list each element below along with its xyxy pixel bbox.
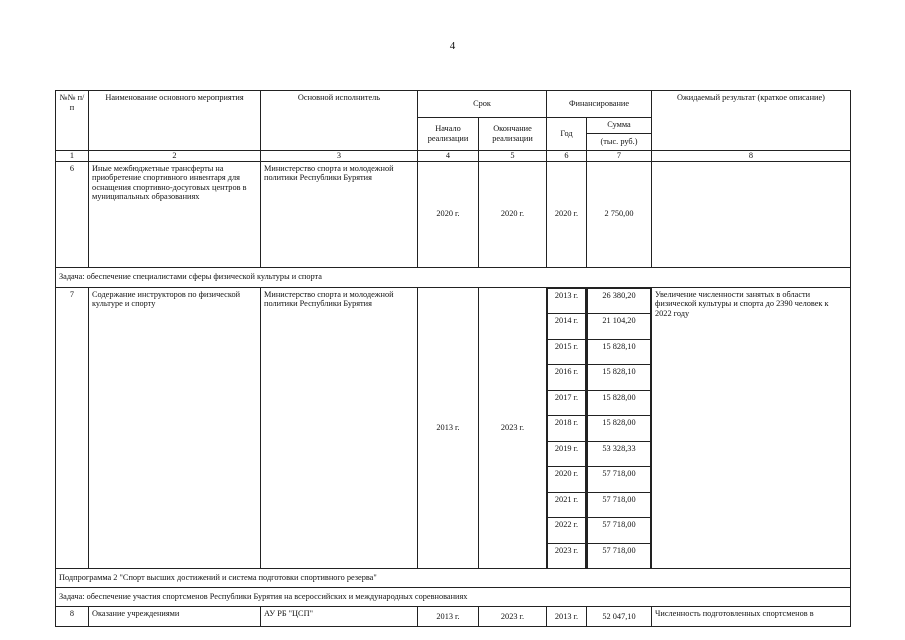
years-list <box>547 288 586 569</box>
col-number: 6 <box>547 150 587 161</box>
header-result: Ожидаемый результат (краткое описание) <box>652 91 851 151</box>
finance-sum: 57 718,00 <box>588 467 651 493</box>
col-number: 8 <box>652 150 851 161</box>
row-number: 8 <box>56 607 89 627</box>
finance-year: 2016 г. <box>548 365 586 391</box>
finance-year: 2014 г. <box>548 314 586 340</box>
executor: Министерство спорта и молодежной политики Республики Бурятия <box>261 161 418 267</box>
end-year: 2023 г. <box>479 287 547 569</box>
task-row <box>56 267 851 287</box>
finance-sum: 15 828,10 <box>588 365 651 391</box>
finance-sum: 26 380,20 <box>588 288 651 314</box>
activity-name: Иные межбюджетные трансферты на приобретение спортивного инвентаря для оснащения спортивно-досуговых центров в муниципальных образованиях <box>89 161 261 267</box>
task-row <box>56 588 851 607</box>
header-sum-label: Сумма <box>587 118 651 134</box>
finance-year: 2017 г. <box>548 390 586 416</box>
finance-year: 2023 г. <box>548 543 586 568</box>
column-numbers-row <box>56 150 851 161</box>
finance-year: 2020 г. <box>547 161 587 267</box>
table-row-8 <box>56 607 851 627</box>
table-row-7 <box>56 287 851 569</box>
row-number: 6 <box>56 161 89 267</box>
finance-sum: 57 718,00 <box>588 518 651 544</box>
finance-sum: 53 328,33 <box>588 441 651 467</box>
finance-year: 2018 г. <box>548 416 586 442</box>
row-number: 7 <box>56 287 89 569</box>
header-sum-unit: (тыс. руб.) <box>600 137 638 146</box>
header-financing: Финансирование <box>547 91 652 118</box>
expected-result: Увеличение численности занятых в области физической культуры и спорта до 2390 человек к 2022 году <box>652 287 851 569</box>
expected-result: Численность подготовленных спортсменов в <box>652 607 851 627</box>
finance-year: 2019 г. <box>548 441 586 467</box>
finance-year: 2013 г. <box>548 288 586 314</box>
finance-sum: 15 828,00 <box>588 390 651 416</box>
activity-name: Содержание инструкторов по физической культуре и спорту <box>89 287 261 569</box>
finance-year: 2015 г. <box>548 339 586 365</box>
col-number: 1 <box>56 150 89 161</box>
finance-sum: 52 047,10 <box>587 607 652 627</box>
col-number: 7 <box>587 150 652 161</box>
header-term-start: Начало реализации <box>418 118 479 151</box>
start-year: 2013 г. <box>418 607 479 627</box>
header-num: №№ п/п <box>56 91 89 151</box>
finance-years <box>547 287 587 569</box>
activity-name: Оказание учреждениями <box>89 607 261 627</box>
finance-sum: 57 718,00 <box>588 543 651 568</box>
header-executor: Основной исполнитель <box>261 91 418 151</box>
end-year: 2020 г. <box>479 161 547 267</box>
subprogram-label: Подпрограмма 2 "Спорт высших достижений и система подготовки спортивного резерва" <box>56 569 851 588</box>
finance-sum: 21 104,20 <box>588 314 651 340</box>
expected-result <box>652 161 851 267</box>
activities-table <box>55 90 851 627</box>
finance-sum: 2 750,00 <box>587 161 652 267</box>
header-sum <box>587 118 652 151</box>
task-label: Задача: обеспечение специалистами сферы физической культуры и спорта <box>56 267 851 287</box>
header-name: Наименование основного мероприятия <box>89 91 261 151</box>
task-label: Задача: обеспечение участия спортсменов Республики Бурятия на всероссийских и международных соревнованиях <box>56 588 851 607</box>
sums-list <box>587 288 651 569</box>
finance-year: 2022 г. <box>548 518 586 544</box>
finance-sum: 15 828,00 <box>588 416 651 442</box>
executor: АУ РБ "ЦСП" <box>261 607 418 627</box>
col-number: 4 <box>418 150 479 161</box>
finance-sums <box>587 287 652 569</box>
executor: Министерство спорта и молодежной политики Республики Бурятия <box>261 287 418 569</box>
header-year: Год <box>547 118 587 151</box>
page-number: 4 <box>449 40 456 52</box>
finance-sum: 15 828,10 <box>588 339 651 365</box>
subprogram-row <box>56 569 851 588</box>
finance-year: 2021 г. <box>548 492 586 518</box>
finance-sum: 57 718,00 <box>588 492 651 518</box>
col-number: 5 <box>479 150 547 161</box>
col-number: 2 <box>89 150 261 161</box>
start-year: 2020 г. <box>418 161 479 267</box>
table-row-6 <box>56 161 851 267</box>
header-term: Срок <box>418 91 547 118</box>
finance-year: 2020 г. <box>548 467 586 493</box>
header-row-1 <box>56 91 851 118</box>
col-number: 3 <box>261 150 418 161</box>
finance-year: 2013 г. <box>547 607 587 627</box>
header-term-end: Окончание реализации <box>479 118 547 151</box>
end-year: 2023 г. <box>479 607 547 627</box>
start-year: 2013 г. <box>418 287 479 569</box>
